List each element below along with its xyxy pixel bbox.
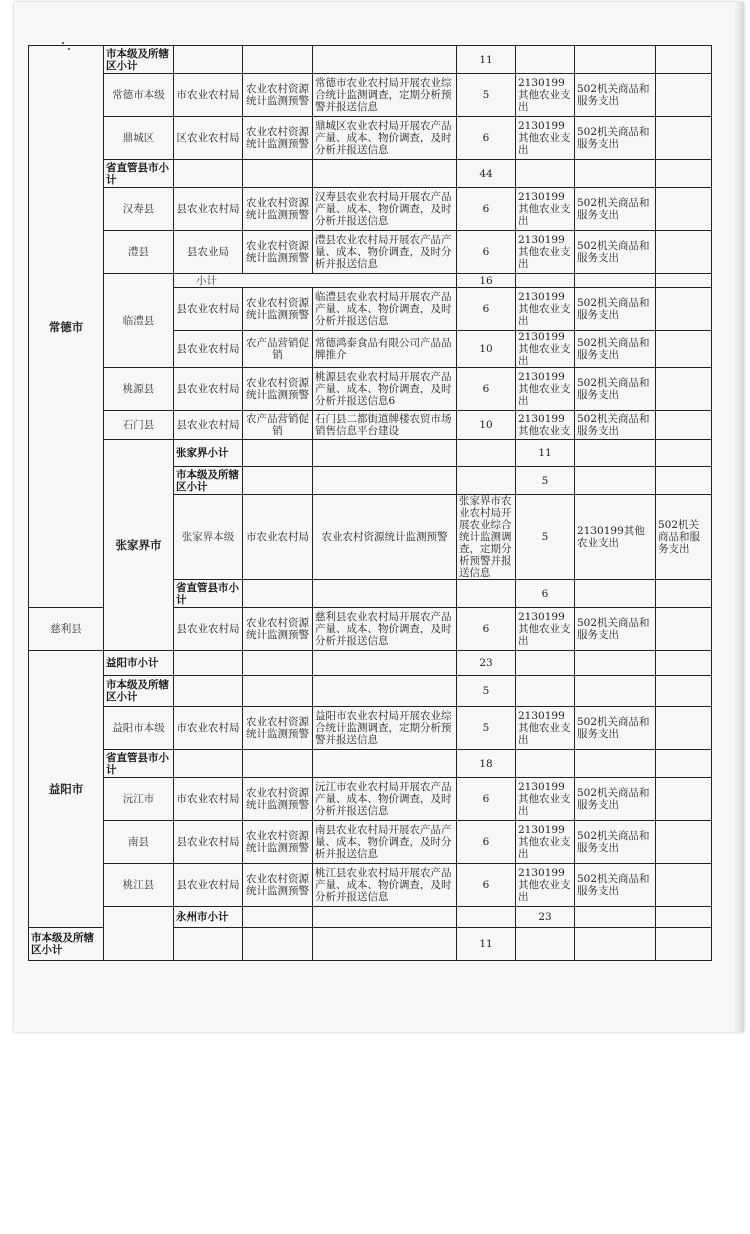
func-cell: [516, 160, 575, 188]
desc-cell: 桃源县农业农村局开展农产品产量、成本、物价调查，及时分析并报送信息6: [313, 368, 457, 411]
project-cell: 农业农村资源统计监测预警: [243, 821, 313, 864]
desc-cell: [313, 651, 457, 676]
amount-cell: 6: [457, 608, 516, 651]
project-cell: 农业农村资源统计监测预警: [243, 188, 313, 231]
amount-cell: 11: [457, 46, 516, 74]
dept-cell: [243, 440, 313, 467]
desc-cell: [313, 750, 457, 778]
dept-cell: 县农业农村局: [174, 821, 243, 864]
dept-cell: 县农业农村局: [174, 331, 243, 368]
project-cell: 农业农村资源统计监测预警: [243, 778, 313, 821]
table-row: [29, 411, 712, 440]
econ-cell: 502机关商品和服务支出: [575, 608, 656, 651]
county-cell: 张家界本级: [174, 495, 243, 580]
county-cell: 市本级及所辖区小计: [174, 467, 243, 495]
econ-cell: [575, 928, 656, 961]
project-cell: [313, 467, 457, 495]
econ-cell: [656, 580, 712, 608]
project-cell: 农业农村资源统计监测预警: [243, 231, 313, 274]
note-cell: [656, 188, 712, 231]
note-cell: [656, 117, 712, 160]
dept-cell: [243, 467, 313, 495]
county-cell: 永州市小计: [174, 907, 243, 928]
dept-cell: [174, 160, 243, 188]
county-cell: 益阳市本级: [104, 707, 174, 750]
scan-speck: [62, 42, 64, 44]
dept-cell: [243, 907, 313, 928]
amount-cell: 6: [457, 864, 516, 907]
desc-cell: [457, 440, 516, 467]
table-row: [29, 368, 712, 411]
econ-cell: 502机关商品和服务支出: [575, 411, 656, 440]
amount-cell: 44: [457, 160, 516, 188]
table-row: [29, 188, 712, 231]
note-cell: [656, 331, 712, 368]
project-cell: 农业农村资源统计监测预警: [243, 368, 313, 411]
econ-cell: 502机关商品和服务支出: [575, 864, 656, 907]
econ-cell: [656, 467, 712, 495]
project-cell: 农业农村资源统计监测预警: [243, 74, 313, 117]
project-cell: 农业农村资源统计监测预警: [243, 707, 313, 750]
county-cell: 南县: [104, 821, 174, 864]
desc-cell: 鼎城区农业农村局开展农产品产量、成本、物价调查，及时分析并报送信息: [313, 117, 457, 160]
region-cell: 益阳市: [29, 651, 104, 928]
func-cell: [575, 907, 656, 928]
note-cell: [656, 160, 712, 188]
note-cell: [656, 651, 712, 676]
econ-cell: [575, 160, 656, 188]
table-row: [29, 274, 712, 288]
table-row: [29, 231, 712, 274]
econ-cell: [575, 46, 656, 74]
dept-cell: [174, 46, 243, 74]
func-cell: 2130199其他农业支出: [516, 74, 575, 117]
table-row: [29, 46, 712, 74]
econ-cell: 502机关商品和服务支出: [575, 288, 656, 331]
func-cell: 2130199其他农业支出: [516, 188, 575, 231]
func-cell: [516, 928, 575, 961]
desc-cell: 桃江县农业农村局开展农产品产量、成本、物价调查，及时分析并报送信息: [313, 864, 457, 907]
note-cell: [656, 750, 712, 778]
county-cell: 慈利县: [29, 608, 104, 651]
econ-cell: [656, 440, 712, 467]
func-cell: 2130199其他农业支出: [516, 117, 575, 160]
amount-cell: 6: [457, 821, 516, 864]
table-row: [29, 778, 712, 821]
dept-cell: 市农业农村局: [243, 495, 313, 580]
table-row: [29, 907, 712, 928]
dept-cell: [174, 928, 243, 961]
region-cell: 常德市: [29, 46, 104, 608]
county-cell: 鼎城区: [104, 117, 174, 160]
county-cell: 省直管县市小计: [104, 750, 174, 778]
project-cell: [243, 750, 313, 778]
project-cell: 农业农村资源统计监测预警: [243, 288, 313, 331]
amount-cell: 6: [457, 231, 516, 274]
func-cell: [516, 46, 575, 74]
func-cell: 2130199其他农业支出: [516, 288, 575, 331]
func-cell: 2130199其他农业支出: [575, 495, 656, 580]
amount-cell: 5: [457, 707, 516, 750]
table-row: [29, 651, 712, 676]
func-cell: [516, 651, 575, 676]
desc-cell: [313, 46, 457, 74]
amount-cell: 10: [457, 411, 516, 440]
func-cell: [516, 750, 575, 778]
dept-cell: [174, 750, 243, 778]
dept-cell: 区农业农村局: [174, 117, 243, 160]
amount-cell: 6: [457, 368, 516, 411]
func-cell: 2130199其他农业支出: [516, 608, 575, 651]
table-row: [29, 676, 712, 707]
amount-cell: 6: [457, 117, 516, 160]
econ-cell: [575, 676, 656, 707]
func-cell: 2130199其他农业支: [516, 411, 575, 440]
amount-cell: 5: [516, 467, 575, 495]
desc-cell: 临澧县农业农村局开展农产品产量、成本、物价调查，及时分析并报送信息: [313, 288, 457, 331]
county-cell: 桃源县: [104, 368, 174, 411]
desc-cell: 益阳市农业农村局开展农业综合统计监测调查，定期分析预警并报送信息: [313, 707, 457, 750]
county-cell: 张家界小计: [174, 440, 243, 467]
table-row: [29, 117, 712, 160]
note-cell: [656, 288, 712, 331]
func-cell: 2130199其他农业支出: [516, 821, 575, 864]
func-cell: 2130199其他农业支出: [516, 864, 575, 907]
desc-cell: 南县农业农村局开展农产品产量、成本、物价调查，及时分析并报送信息: [313, 821, 457, 864]
econ-cell: [575, 274, 656, 288]
project-cell: 农业农村资源统计监测预警: [243, 608, 313, 651]
county-cell: 石门县: [104, 411, 174, 440]
dept-cell: 市农业农村局: [174, 74, 243, 117]
func-cell: [575, 440, 656, 467]
table-row: [29, 864, 712, 907]
project-cell: [243, 651, 313, 676]
desc-cell: [313, 160, 457, 188]
func-cell: [575, 580, 656, 608]
region-cell: [104, 907, 174, 961]
dept-cell: 县农业农村局: [174, 608, 243, 651]
county-cell: 省直管县市小计: [104, 160, 174, 188]
project-cell: 农业农村资源统计监测预警: [243, 864, 313, 907]
county-cell: 汉寿县: [104, 188, 174, 231]
county-cell: 桃江县: [104, 864, 174, 907]
project-cell: [313, 580, 457, 608]
county-cell: 临澧县: [104, 274, 174, 368]
econ-cell: 502机关商品和服务支出: [575, 331, 656, 368]
dept-cell: [174, 676, 243, 707]
project-cell: [243, 160, 313, 188]
amount-cell: 5: [457, 74, 516, 117]
amount-cell: 18: [457, 750, 516, 778]
desc-cell: 慈利县农业农村局开展农产品产量、成本、物价调查，及时分析并报送信息: [313, 608, 457, 651]
amount-cell: 16: [457, 274, 516, 288]
func-cell: 2130199其他农业支出: [516, 778, 575, 821]
econ-cell: [656, 907, 712, 928]
desc-cell: 沅江市农业农村局开展农产品产量、成本、物价调查，及时分析并报送信息: [313, 778, 457, 821]
table-row: [29, 821, 712, 864]
county-cell: 市本级及所辖区小计: [104, 46, 174, 74]
dept-cell: 县农业农村局: [174, 411, 243, 440]
econ-cell: 502机关商品和服务支出: [575, 368, 656, 411]
desc-cell: 张家界市农业农村局开展农业综合统计监测调查，定期分析预警并报送信息: [457, 495, 516, 580]
desc-cell: 汉寿县农业农村局开展农产品产量、成本、物价调查，及时分析并报送信息: [313, 188, 457, 231]
note-cell: [656, 778, 712, 821]
desc-cell: [457, 907, 516, 928]
project-cell: 农业农村资源统计监测预警: [313, 495, 457, 580]
table-row: [29, 750, 712, 778]
note-cell: [656, 74, 712, 117]
econ-cell: 502机关商品和服务支出: [575, 707, 656, 750]
amount-cell: 5: [457, 676, 516, 707]
note-cell: [656, 231, 712, 274]
note-cell: [656, 608, 712, 651]
project-cell: 农业农村资源统计监测预警: [243, 117, 313, 160]
dept-cell: 县农业农村局: [174, 188, 243, 231]
amount-cell: 10: [457, 331, 516, 368]
project-cell: [313, 907, 457, 928]
dept-cell: 县农业农村局: [174, 288, 243, 331]
desc-cell: 澧县农业农村局开展农产品产量、成本、物价调查，及时分析并报送信息: [313, 231, 457, 274]
county-cell: 澧县: [104, 231, 174, 274]
note-cell: [656, 928, 712, 961]
econ-cell: [575, 651, 656, 676]
dept-cell: 县农业农村局: [174, 864, 243, 907]
project-cell: [243, 676, 313, 707]
amount-cell: 6: [457, 188, 516, 231]
desc-cell: 常德鸿泰食品有限公司产品品牌推介: [313, 331, 457, 368]
desc-cell: [313, 928, 457, 961]
project-cell: [243, 46, 313, 74]
county-cell: 常德市本级: [104, 74, 174, 117]
func-cell: 2130199其他农业支出: [516, 231, 575, 274]
note-cell: [656, 864, 712, 907]
note-cell: [656, 368, 712, 411]
county-cell: 沅江市: [104, 778, 174, 821]
note-cell: [656, 707, 712, 750]
func-cell: 2130199其他农业支出: [516, 331, 575, 368]
desc-cell: 石门县二都街道牌楼农贸市场销售信息平台建设: [313, 411, 457, 440]
func-cell: 2130199其他农业支出: [516, 707, 575, 750]
econ-cell: 502机关商品和服务支出: [575, 821, 656, 864]
subtotal-label: 小计: [174, 274, 457, 288]
county-cell: 市本级及所辖区小计: [104, 676, 174, 707]
desc-cell: [313, 676, 457, 707]
region-cell: 张家界市: [104, 440, 174, 651]
econ-cell: 502机关商品和服务支出: [575, 74, 656, 117]
note-cell: [656, 411, 712, 440]
amount-cell: 6: [516, 580, 575, 608]
amount-cell: 6: [457, 778, 516, 821]
dept-cell: 市农业农村局: [174, 778, 243, 821]
project-cell: 农产品营销促销: [243, 411, 313, 440]
econ-cell: 502机关商品和服务支出: [575, 778, 656, 821]
note-cell: [656, 274, 712, 288]
func-cell: [575, 467, 656, 495]
amount-cell: 5: [516, 495, 575, 580]
dept-cell: [174, 651, 243, 676]
budget-allocation-table: [28, 45, 712, 961]
func-cell: [516, 676, 575, 707]
desc-cell: [457, 467, 516, 495]
econ-cell: 502机关商品和服务支出: [656, 495, 712, 580]
amount-cell: 23: [457, 651, 516, 676]
amount-cell: 23: [516, 907, 575, 928]
project-cell: [243, 928, 313, 961]
func-cell: 2130199其他农业支出: [516, 368, 575, 411]
econ-cell: 502机关商品和服务支出: [575, 231, 656, 274]
dept-cell: 县农业农村局: [174, 368, 243, 411]
amount-cell: 11: [457, 928, 516, 961]
econ-cell: 502机关商品和服务支出: [575, 188, 656, 231]
table-row: [29, 707, 712, 750]
amount-cell: 6: [457, 288, 516, 331]
county-cell: 益阳市小计: [104, 651, 174, 676]
desc-cell: 常德市农业农村局开展农业综合统计监测调查，定期分析预警并报送信息: [313, 74, 457, 117]
func-cell: [516, 274, 575, 288]
table-row: [29, 440, 712, 467]
desc-cell: [457, 580, 516, 608]
table-row: [29, 160, 712, 188]
note-cell: [656, 821, 712, 864]
note-cell: [656, 46, 712, 74]
table-row: [29, 74, 712, 117]
dept-cell: 县农业局: [174, 231, 243, 274]
amount-cell: 11: [516, 440, 575, 467]
econ-cell: 502机关商品和服务支出: [575, 117, 656, 160]
note-cell: [656, 676, 712, 707]
dept-cell: [243, 580, 313, 608]
project-cell: [313, 440, 457, 467]
dept-cell: 市农业农村局: [174, 707, 243, 750]
econ-cell: [575, 750, 656, 778]
project-cell: 农产品营销促销: [243, 331, 313, 368]
county-cell: 省直管县市小计: [174, 580, 243, 608]
county-cell: 市本级及所辖区小计: [29, 928, 104, 961]
